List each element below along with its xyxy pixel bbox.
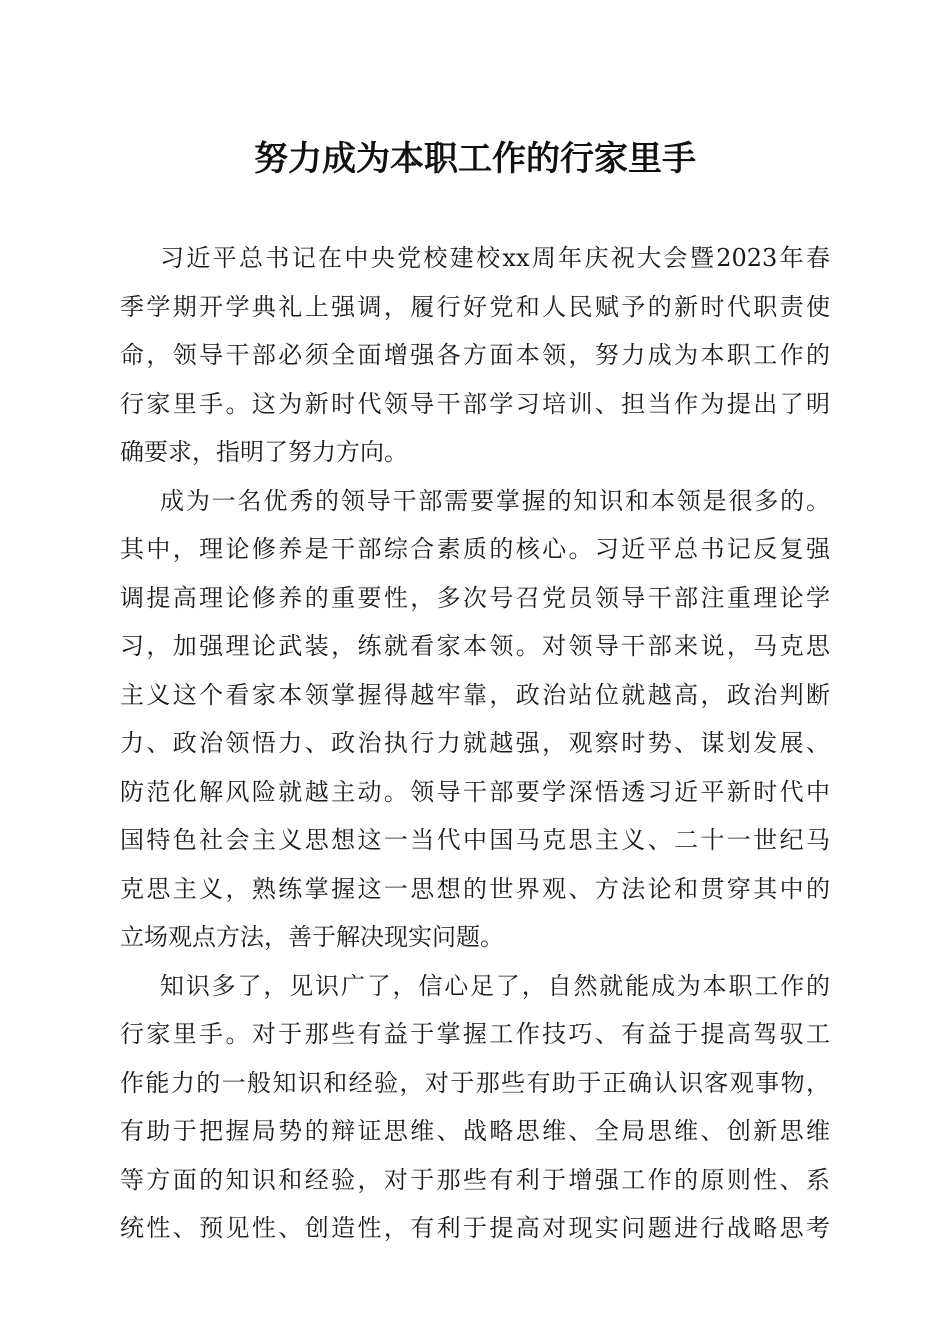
text-line: 国特色社会主义思想这一当代中国马克思主义、二十一世纪马 (120, 826, 830, 854)
text-line: 其中，理论修养是干部综合素质的核心。习近平总书记反复强 (120, 535, 830, 563)
text-line: 行家里手。对于那些有益于掌握工作技巧、有益于提高驾驭工 (120, 1020, 830, 1048)
text-line: 力、政治领悟力、政治执行力就越强，观察时势、谋划发展、 (120, 729, 830, 757)
text-line: 防范化解风险就越主动。领导干部要学深悟透习近平新时代中 (120, 777, 830, 806)
text-line: 调提高理论修养的重要性，多次号召党员领导干部注重理论学 (120, 583, 830, 612)
document-body (120, 234, 830, 1253)
text-line: 等方面的知识和经验，对于那些有利于增强工作的原则性、系 (120, 1165, 830, 1194)
text-line: 习，加强理论武装，练就看家本领。对领导干部来说，马克思 (120, 632, 830, 660)
text-line: 命，领导干部必须全面增强各方面本领，努力成为本职工作的 (120, 341, 830, 369)
paragraph-1 (120, 234, 830, 477)
text-line: 知识多了，见识广了，信心足了，自然就能成为本职工作的 (160, 971, 830, 1000)
text-line: 作能力的一般知识和经验，对于那些有助于正确认识客观事物， (120, 1068, 830, 1097)
text-line: 习近平总书记在中央党校建校xx周年庆祝大会暨2023年春 (160, 244, 830, 272)
text-line: 行家里手。这为新时代领导干部学习培训、担当作为提出了明 (120, 389, 830, 418)
text-line: 成为一名优秀的领导干部需要掌握的知识和本领是很多的。 (160, 486, 830, 515)
paragraph-2 (120, 477, 830, 962)
text-line: 有助于把握局势的辩证思维、战略思维、全局思维、创新思维 (120, 1117, 830, 1145)
text-line: 立场观点方法，善于解决现实问题。 (120, 923, 504, 951)
paragraph-3 (120, 962, 830, 1253)
text-line: 季学期开学典礼上强调，履行好党和人民赋予的新时代职责使 (120, 292, 830, 321)
text-line: 克思主义，熟练掌握这一思想的世界观、方法论和贯穿其中的 (120, 874, 830, 903)
text-line: 确要求，指明了努力方向。 (120, 438, 408, 466)
text-line: 主义这个看家本领掌握得越牢靠，政治站位就越高，政治判断 (120, 680, 830, 709)
page-title: 努力成为本职工作的行家里手 (254, 139, 696, 179)
text-line: 统性、预见性、创造性，有利于提高对现实问题进行战略思考 (120, 1214, 830, 1242)
